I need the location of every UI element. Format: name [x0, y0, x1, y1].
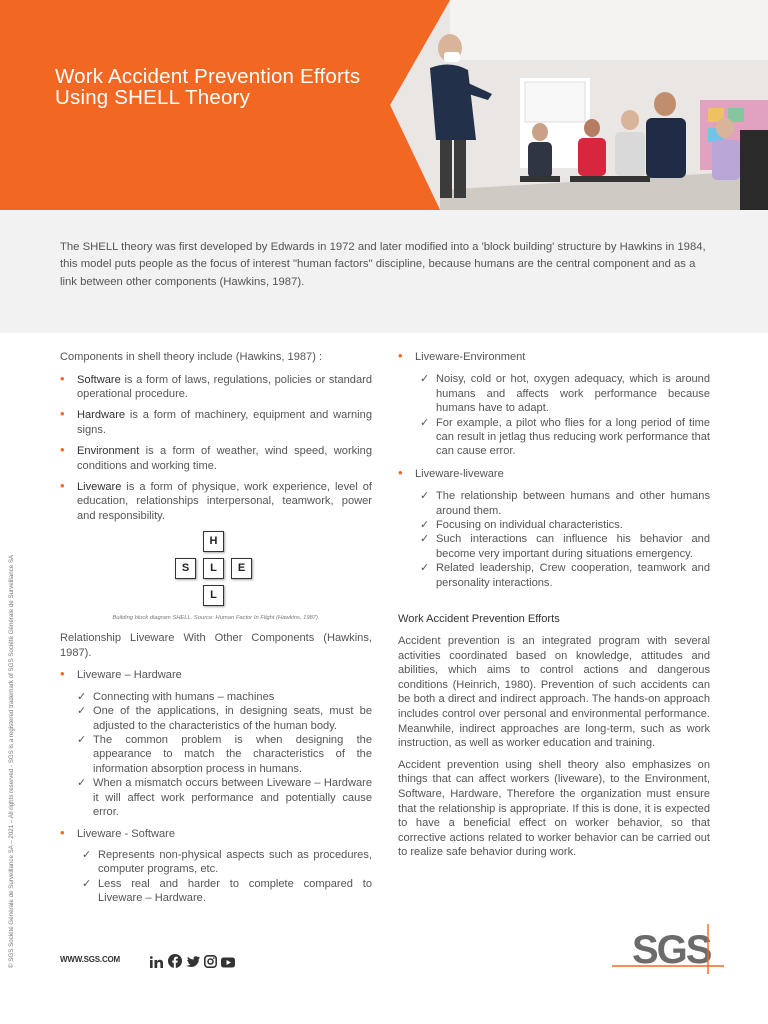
check-icon: ✓ [420, 416, 430, 429]
intro-band [0, 210, 768, 333]
check-icon: ✓ [77, 734, 87, 747]
check-icon: ✓ [420, 519, 430, 532]
side-copyright: © SGS Société Générale de Surveillance SA – 2021 – All rights reserved - SGS is a registered trademark of SGS Société Générale de Surveillance SA [8, 554, 15, 968]
component-desc: is a form of laws, regulations, policies or standard operational procedure. [77, 373, 372, 400]
section-title: Liveware-Environment [415, 351, 526, 363]
check-icon: ✓ [82, 877, 92, 890]
list-item: ✓ Represents non-physical aspects such as procedures, computer programs, etc. [82, 848, 372, 876]
section-liveware-software [60, 824, 372, 841]
linkedin-icon[interactable] [150, 955, 164, 973]
social-icons [150, 954, 235, 973]
list-item: ✓ One of the applications, in designing seats, must be adjusted to the characteristics of the human body. [77, 705, 372, 732]
bullet-icon: • [60, 824, 65, 840]
header-banner [0, 0, 768, 210]
check-icon: ✓ [420, 562, 430, 575]
prevention-paragraph-2: Accident prevention using shell theory also emphasizes on things that can affect workers (liveware), to the Environment, Software, Hardware, Therefore the organization must ensure that the relationship is appropriate. If this is done, it is expected to have a beneficial effect on worker behavior, so that corrective actions related to worker behavior can be carried out to realize safe behavior during work. [398, 758, 710, 859]
list-item: ✓ Noisy, cold or hot, oxygen adequacy, which is around humans and affects work performance because humans have to adapt. [420, 373, 710, 415]
component-term: Environment [77, 445, 140, 458]
bullet-icon: • [60, 442, 65, 458]
list-item: ✓ The relationship between humans and other humans around them. [420, 490, 710, 517]
relationship-intro: Relationship Liveware With Other Components (Hawkins, 1987). [60, 632, 372, 659]
component-term: Hardware [77, 409, 126, 422]
page-title: Work Accident Prevention Efforts Using SHELL Theory [55, 65, 361, 109]
check-icon: ✓ [77, 705, 87, 718]
liveware-liveware-list [398, 489, 710, 590]
prevention-paragraph-1: Accident prevention is an integrated program with several activities coordinated based on knowledge, attitudes and abilities, which aims to control actions and dangerous conditions (Heinrich, 1980). Prevention of such accidents can be both a direct and indirect approach. The hands-on approach includes control over personal and environmental performance. Meanwhile, indirect approaches are long-term, such as work instruction, as well as worker education and training. [398, 635, 710, 750]
shell-box-s: S [175, 558, 196, 579]
list-item: ✓ Such interactions can influence his behavior and become very important during situations emergency. [420, 533, 710, 560]
bullet-icon: • [60, 406, 65, 422]
youtube-icon[interactable] [221, 955, 235, 973]
twitter-icon[interactable] [186, 955, 200, 973]
list-item: ✓ Connecting with humans – machines [77, 690, 275, 703]
shell-box-l-center: L [203, 558, 224, 579]
list-item: ✓ Less real and harder to complete compared to Liveware – Hardware. [82, 877, 372, 905]
intro-paragraph: The SHELL theory was first developed by Edwards in 1972 and later modified into a 'block building' structure by Hawkins in 1984, this model puts people as the focus of interest "human factors" discipline, because humans are the central component and as a link between other components (Hawkins, 1987). [60, 241, 706, 288]
list-item: ✓ When a mismatch occurs between Liveware – Hardware it will affect work performance and potentially cause error. [77, 777, 372, 819]
check-icon: ✓ [420, 490, 430, 503]
list-item: ✓ The common problem is when designing the appearance to match the characteristics of the information absorption process in humans. [77, 734, 372, 775]
components-intro: Components in shell theory include (Hawkins, 1987) : [60, 351, 323, 363]
component-liveware [60, 480, 372, 523]
check-icon: ✓ [77, 690, 87, 703]
sgs-logo [612, 922, 724, 974]
bullet-icon: • [60, 478, 65, 494]
list-item: ✓ For example, a pilot who flies for a long period of time can result in jetlag thus reducing work performance that can cause error. [420, 416, 710, 458]
section-liveware-liveware [398, 464, 710, 481]
section-title: Liveware – Hardware [77, 669, 182, 682]
facebook-icon[interactable] [168, 954, 182, 973]
section-liveware-hardware [60, 668, 372, 682]
bullet-icon: • [60, 666, 65, 682]
check-icon: ✓ [420, 373, 430, 386]
component-term: Software [77, 373, 121, 386]
liveware-hardware-list [60, 690, 372, 820]
section-title: Liveware - Software [77, 827, 176, 840]
section-title: Liveware-liveware [415, 467, 504, 480]
sgs-logo-text: SGS [632, 928, 711, 972]
component-environment [60, 444, 372, 473]
right-column [398, 350, 710, 860]
left-column [60, 350, 372, 906]
section-liveware-environment [398, 350, 710, 364]
list-item: ✓ Related leadership, Crew cooperation, teamwork and personality interactions. [420, 562, 710, 589]
component-term: Liveware [77, 481, 122, 494]
bullet-icon: • [398, 348, 403, 363]
instagram-icon[interactable] [204, 955, 217, 973]
list-item: ✓ Focusing on individual characteristics. [420, 519, 623, 532]
diagram-caption: Building block diagram SHELL. Source: Human Factor In Flight (Hawkins, 1987). [112, 615, 320, 622]
website-link[interactable]: WWW.SGS.COM [60, 955, 121, 964]
section-heading: Work Accident Prevention Efforts [398, 613, 560, 626]
check-icon: ✓ [77, 777, 87, 790]
shell-box-e: E [231, 558, 252, 579]
liveware-environment-list [398, 372, 710, 458]
component-desc: is a form of physique, work experience, level of education, relationships interpersonal, teamwork, power and responsibility. [77, 481, 372, 522]
component-hardware [60, 408, 372, 437]
check-icon: ✓ [82, 848, 92, 861]
bullet-icon: • [398, 464, 403, 480]
bullet-icon: • [60, 370, 65, 386]
shell-diagram [60, 531, 372, 607]
shell-box-l-bottom: L [203, 585, 224, 606]
component-desc: is a form of weather, wind speed, working conditions and working time. [77, 445, 372, 472]
component-desc: is a form of machinery, equipment and warning signs. [77, 409, 372, 436]
shell-box-h: H [203, 531, 224, 552]
component-software [60, 370, 372, 402]
liveware-software-list [60, 848, 372, 906]
check-icon: ✓ [420, 533, 430, 546]
